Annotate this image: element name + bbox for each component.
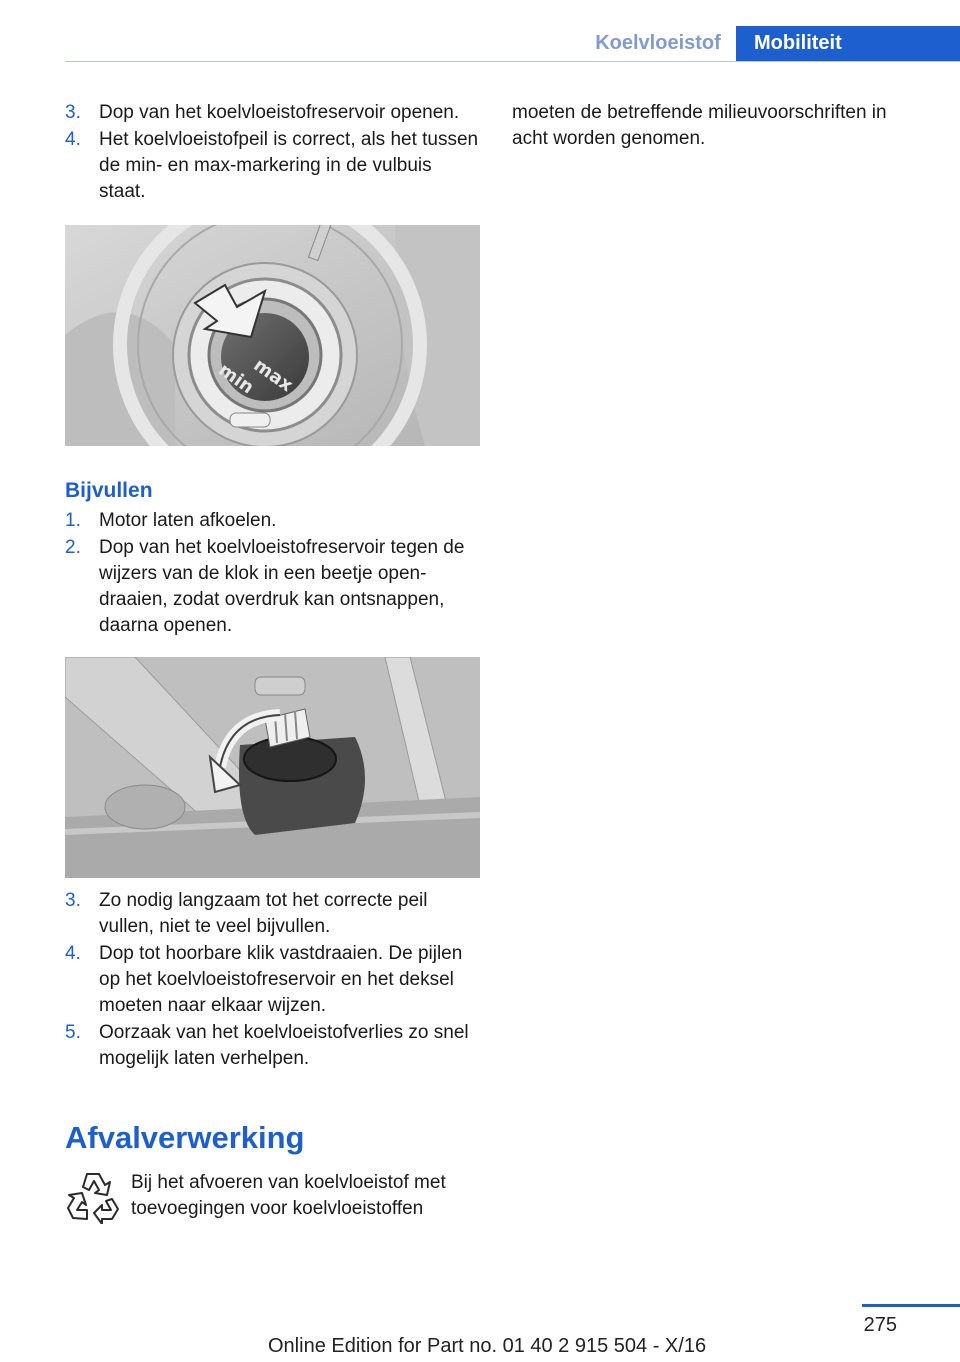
continuation-text: moeten de betreffende milieuvoorschriften in acht worden genomen.	[512, 102, 887, 149]
step-number: 3.	[65, 102, 81, 123]
step-text: Oorzaak van het koelvloeistofverlies zo snel mogelijk laten verhelpen.	[99, 1022, 469, 1069]
step-number: 4.	[65, 129, 81, 150]
right-column	[512, 100, 922, 152]
recycle-icon	[65, 1168, 131, 1232]
step-text: Dop van het koelvloeistofreservoir openen.	[99, 102, 460, 123]
reservoir-cap-illustration	[65, 657, 480, 878]
disposal-note	[65, 1170, 480, 1232]
edition-line: Online Edition for Part no. 01 40 2 915 504 - X/16	[268, 1335, 707, 1357]
max-marking: max	[249, 354, 297, 397]
step-text: Dop tot hoorbare klik vastdraaien. De pijlen op het koelvloeistofreservoir en het deksel moeten naar elkaar wijzen.	[99, 943, 463, 1016]
section-heading-afvalverwerking: Afvalverwerking	[65, 1120, 305, 1155]
step-number: 4.	[65, 943, 81, 964]
step-number: 3.	[65, 890, 81, 911]
fill-steps	[65, 508, 480, 639]
list-item	[65, 127, 480, 205]
header-chapter-tab: Mobiliteit	[736, 26, 960, 61]
step-text: Zo nodig langzaam tot het correcte peil vullen, niet te veel bijvullen.	[99, 890, 428, 937]
subheading-bijvullen: Bijvullen	[65, 479, 153, 502]
disposal-text: Bij het afvoeren van koelvloeistof met toevoegingen voor koelvloeistoffen	[131, 1172, 446, 1219]
check-steps	[65, 100, 480, 205]
list-item	[65, 1020, 480, 1072]
header-section-title: Koelvloeistof	[595, 32, 721, 54]
left-column	[65, 100, 480, 1232]
list-item	[65, 535, 480, 639]
list-item	[65, 941, 480, 1019]
list-item	[65, 100, 480, 126]
list-item	[65, 888, 480, 940]
filler-neck-illustration	[65, 225, 480, 446]
step-number: 2.	[65, 537, 81, 558]
page-number: 275	[863, 1314, 897, 1336]
footer-rule	[862, 1304, 960, 1307]
after-fill-steps	[65, 888, 480, 1072]
step-text: Dop van het koelvloeistofreservoir tegen de wijzers van de klok in een beetje opendraaien, zodat overdruk kan ontsnappen, daarna openen.	[99, 537, 465, 636]
step-number: 5.	[65, 1022, 81, 1043]
step-text: Het koelvloeistofpeil is correct, als het tussen de min- en max-markering in de vulbuis staat.	[99, 129, 479, 202]
step-text: Motor laten afkoelen.	[99, 510, 277, 531]
list-item	[65, 508, 480, 534]
min-marking: min	[214, 359, 258, 399]
step-number: 1.	[65, 510, 81, 531]
header-rule	[65, 61, 960, 62]
